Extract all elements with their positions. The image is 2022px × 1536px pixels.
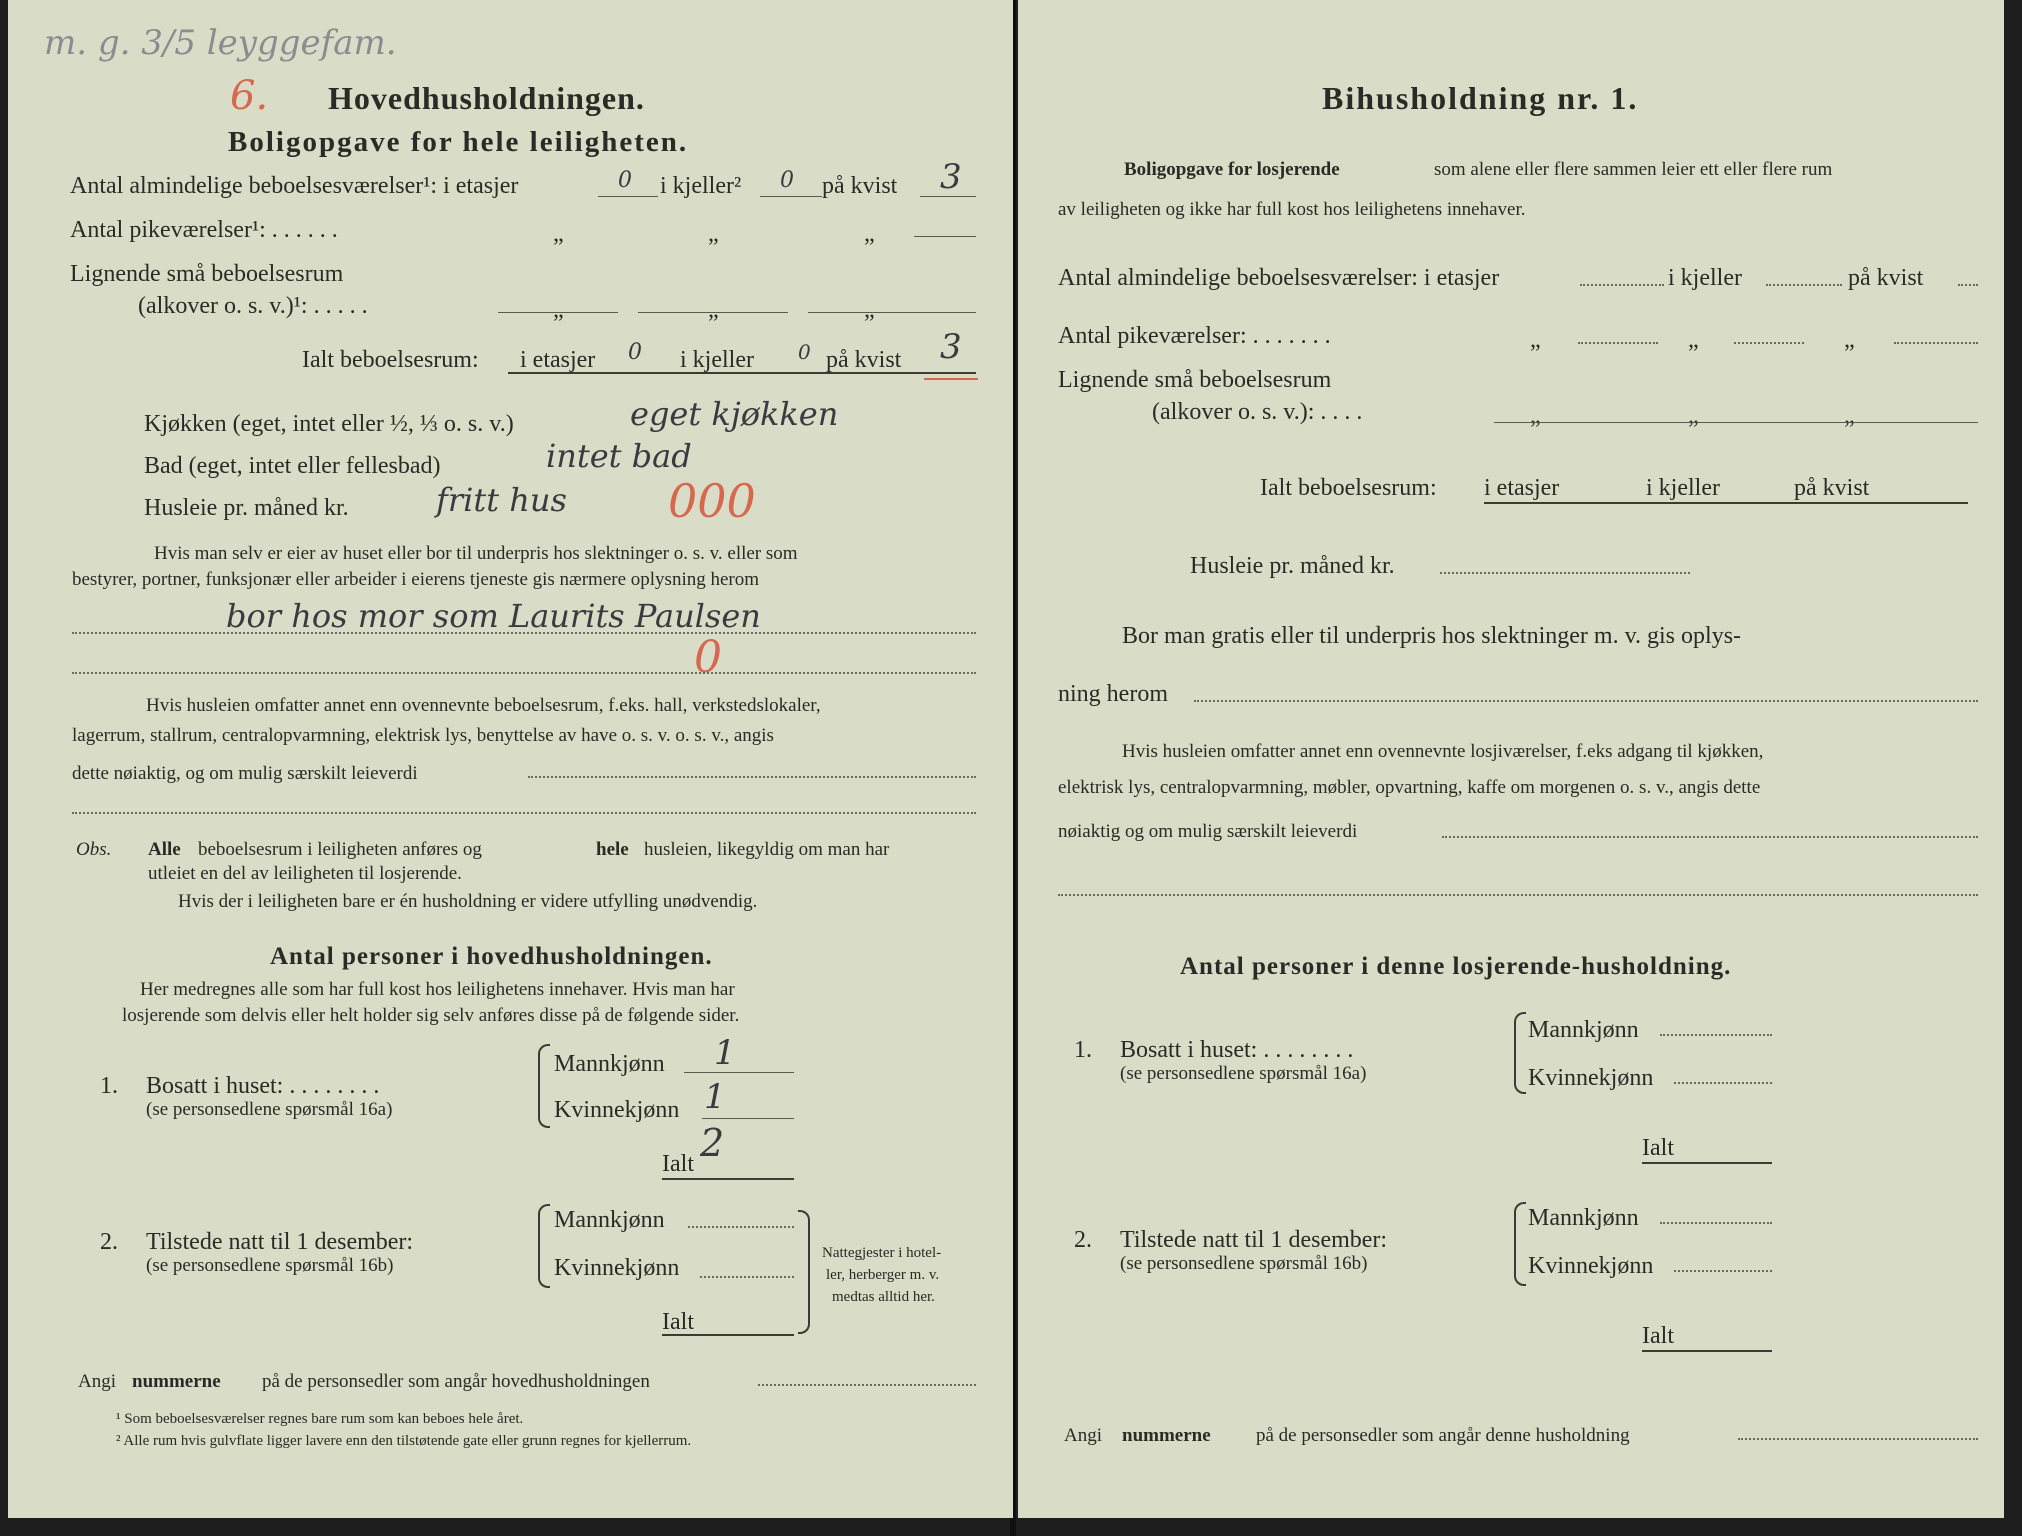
q1-kvinne-label: Kvinnekjønn: [554, 1097, 680, 1123]
obs-alle: Alle: [148, 839, 181, 860]
eier-text-2: bestyrer, portner, funksjonær eller arbeider i eierens tjeneste gis nærmere oplysning herom: [72, 569, 760, 590]
ditto-mark: „: [708, 221, 719, 247]
q2-mann-label: Mannkjønn: [1528, 1205, 1639, 1231]
eier-value: bor hos mor som Laurits Paulsen: [226, 597, 761, 635]
ditto-mark: „: [1844, 327, 1855, 353]
q2-sub: (se personsedlene spørsmål 16b): [146, 1255, 394, 1276]
persons-title: Antal personer i hovedhusholdningen.: [270, 943, 713, 970]
obs-text-3: Hvis der i leiligheten bare er én husholdning er videre utfylling unødvendig.: [178, 891, 758, 912]
row3-label: Lignende små beboelsesrum: [1058, 367, 1332, 393]
omfatter-text-3: dette nøiaktig, og om mulig særskilt leieverdi: [72, 763, 418, 784]
brace: [1514, 1012, 1526, 1094]
ialt-kjeller-label: i kjeller: [1646, 475, 1720, 501]
ialt-etasjer-label: i etasjer: [1484, 475, 1560, 501]
page-title: Bihusholdning nr. 1.: [1322, 80, 1639, 116]
page-title: Hovedhusholdningen.: [328, 80, 645, 116]
row2-label: Antal pikeværelser¹: . . . . . .: [70, 217, 338, 243]
ialt-label: Ialt beboelsesrum:: [302, 347, 479, 373]
row1-kjeller-label: i kjeller: [1668, 265, 1742, 291]
ditto-mark: „: [1688, 327, 1699, 353]
obs-hele: hele: [596, 839, 629, 860]
q2-sub: (se personsedlene spørsmål 16b): [1120, 1253, 1368, 1274]
right-page-bihusholdning: [1018, 0, 2004, 1518]
obs-text-1a: beboelsesrum i leiligheten anføres og: [198, 839, 482, 860]
q1-ialt-value: 2: [700, 1121, 725, 1165]
omfatter-text-2: elektrisk lys, centralopvarmning, møbler, opvartning, kaffe om morgenen o. s. v., angis dette: [1058, 777, 1761, 798]
q1-number: 1.: [1074, 1037, 1092, 1063]
q1-label: Bosatt i huset: . . . . . . . .: [146, 1073, 380, 1099]
q2-number: 2.: [100, 1229, 118, 1255]
ditto-mark: „: [553, 221, 564, 247]
row2-label: Antal pikeværelser: . . . . . . .: [1058, 323, 1331, 349]
husleie-label: Husleie pr. måned kr.: [1190, 553, 1395, 579]
ialt-kjeller-label: i kjeller: [680, 347, 754, 373]
bad-value: intet bad: [546, 437, 692, 475]
row1-etasjer-value: 0: [618, 168, 632, 193]
ialt-kvist-value: 3: [940, 327, 962, 367]
ialt-etasjer-value: 0: [628, 340, 642, 365]
angi-text: på de personsedler som angår hovedhusholdningen: [262, 1371, 650, 1392]
intro-bold: Boligopgave for losjerende: [1124, 159, 1340, 180]
omfatter-text-3: nøiaktig og om mulig særskilt leieverdi: [1058, 821, 1358, 842]
footnote-2: ² Alle rum hvis gulvflate ligger lavere enn den tilstøtende gate eller grunn regnes for kjellerrum.: [116, 1433, 692, 1449]
q2-kvinne-label: Kvinnekjønn: [554, 1255, 680, 1281]
q2-label: Tilstede natt til 1 desember:: [146, 1229, 414, 1255]
q1-sub: (se personsedlene spørsmål 16a): [146, 1099, 393, 1120]
row1-label: Antal almindelige beboelsesværelser¹: i etasjer: [70, 173, 519, 199]
q1-kvinne-value: 1: [704, 1077, 726, 1117]
natt-note-1: Nattegjester i hotel-: [822, 1245, 942, 1261]
persons-text-2: losjerende som delvis eller helt holder sig selv anføres disse på de følgende sider.: [122, 1005, 740, 1026]
angi-label: Angi: [78, 1371, 116, 1392]
ditto-mark: „: [864, 221, 875, 247]
husleie-value: fritt hus: [436, 481, 567, 519]
angi-nummerne: nummerne: [1122, 1425, 1211, 1446]
q2-ialt-label: Ialt: [662, 1309, 694, 1335]
gratis-text-1: Bor man gratis eller til underpris hos slektninger m. v. gis oplys-: [1122, 623, 1742, 649]
brace: [538, 1044, 550, 1128]
ditto-mark: „: [708, 297, 719, 323]
q2-label: Tilstede natt til 1 desember:: [1120, 1227, 1388, 1253]
brace: [1514, 1202, 1526, 1286]
q1-mann-label: Mannkjønn: [554, 1051, 665, 1077]
husleie-label: Husleie pr. måned kr.: [144, 495, 349, 521]
q2-kvinne-label: Kvinnekjønn: [1528, 1253, 1654, 1279]
footnote-1: ¹ Som beboelsesværelser regnes bare rum som kan beboes hele året.: [116, 1411, 524, 1427]
eier-red-value: 0: [694, 632, 722, 683]
ialt-etasjer-label: i etasjer: [520, 347, 596, 373]
ditto-mark: „: [1530, 327, 1541, 353]
ditto-mark: „: [1688, 403, 1699, 429]
brace: [798, 1210, 810, 1334]
q1-kvinne-label: Kvinnekjønn: [1528, 1065, 1654, 1091]
q1-ialt-label: Ialt: [1642, 1135, 1674, 1161]
persons-text-1: Her medregnes alle som har full kost hos leilighetens innehaver. Hvis man har: [140, 979, 735, 1000]
row3-label2: (alkover o. s. v.)¹: . . . . .: [138, 293, 368, 319]
kjokken-value: eget kjøkken: [630, 395, 839, 433]
row1-kvist-value: 3: [940, 157, 962, 197]
brace: [538, 1204, 550, 1288]
gratis-text-2: ning herom: [1058, 681, 1168, 707]
omfatter-text-1: Hvis husleien omfatter annet enn ovennevnte losjiværelser, f.eks adgang til kjøkken,: [1122, 741, 1764, 762]
q1-ialt-label: Ialt: [662, 1151, 694, 1177]
q1-number: 1.: [100, 1073, 118, 1099]
bad-label: Bad (eget, intet eller fellesbad): [144, 453, 441, 479]
row1-kjeller-value: 0: [780, 168, 794, 193]
row1-kvist-label: på kvist: [822, 173, 898, 199]
ditto-mark: „: [864, 297, 875, 323]
ialt-kvist-label: på kvist: [826, 347, 902, 373]
ialt-label: Ialt beboelsesrum:: [1260, 475, 1437, 501]
left-page-hovedhusholdning: [8, 0, 1013, 1518]
natt-note-2: ler, herberger m. v.: [826, 1267, 940, 1283]
row1-kvist-label: på kvist: [1848, 265, 1924, 291]
ditto-mark: „: [1844, 403, 1855, 429]
ialt-kjeller-value: 0: [798, 340, 811, 364]
row1-kjeller-label: i kjeller²: [660, 173, 742, 199]
intro-line-2: av leiligheten og ikke har full kost hos leilighetens innehaver.: [1058, 199, 1526, 220]
obs-text-2: utleiet en del av leiligheten til losjerende.: [148, 863, 462, 884]
q1-sub: (se personsedlene spørsmål 16a): [1120, 1063, 1367, 1084]
husleie-red-value: 000: [668, 474, 756, 528]
q2-number: 2.: [1074, 1227, 1092, 1253]
q1-mann-value: 1: [714, 1033, 736, 1073]
omfatter-text-2: lagerrum, stallrum, centralopvarmning, elektrisk lys, benyttelse av have o. s. v. o. s. v., angis: [72, 725, 774, 746]
angi-label: Angi: [1064, 1425, 1102, 1446]
obs-label: Obs.: [76, 839, 112, 860]
page-subtitle: Boligopgave for hele leiligheten.: [228, 126, 689, 158]
angi-text: på de personsedler som angår denne husholdning: [1256, 1425, 1630, 1446]
q2-mann-label: Mannkjønn: [554, 1207, 665, 1233]
angi-nummerne: nummerne: [132, 1371, 221, 1392]
obs-text-1b: husleien, likegyldig om man har: [644, 839, 890, 860]
natt-note-3: medtas alltid her.: [832, 1289, 935, 1305]
q1-label: Bosatt i huset: . . . . . . . .: [1120, 1037, 1354, 1063]
ialt-kvist-label: på kvist: [1794, 475, 1870, 501]
q1-mann-label: Mannkjønn: [1528, 1017, 1639, 1043]
ditto-mark: „: [553, 297, 564, 323]
persons-title: Antal personer i denne losjerende-husholdning.: [1180, 953, 1732, 980]
intro-rest: som alene eller flere sammen leier ett eller flere rum: [1434, 159, 1833, 180]
row3-label: Lignende små beboelsesrum: [70, 261, 344, 287]
eier-text-1: Hvis man selv er eier av huset eller bor til underpris hos slektninger o. s. v. eller som: [154, 543, 798, 564]
ditto-mark: „: [1530, 403, 1541, 429]
red-number: 6.: [230, 73, 269, 119]
kjokken-label: Kjøkken (eget, intet eller ½, ⅓ o. s. v.): [144, 411, 514, 437]
row3-label2: (alkover o. s. v.): . . . .: [1152, 399, 1363, 425]
omfatter-text-1: Hvis husleien omfatter annet enn ovennevnte beboelsesrum, f.eks. hall, verkstedslokaler,: [146, 695, 821, 716]
q2-ialt-label: Ialt: [1642, 1323, 1674, 1349]
row1-label: Antal almindelige beboelsesværelser: i etasjer: [1058, 265, 1500, 291]
pencil-note: m. g. 3/5 leyggefam.: [44, 23, 397, 63]
